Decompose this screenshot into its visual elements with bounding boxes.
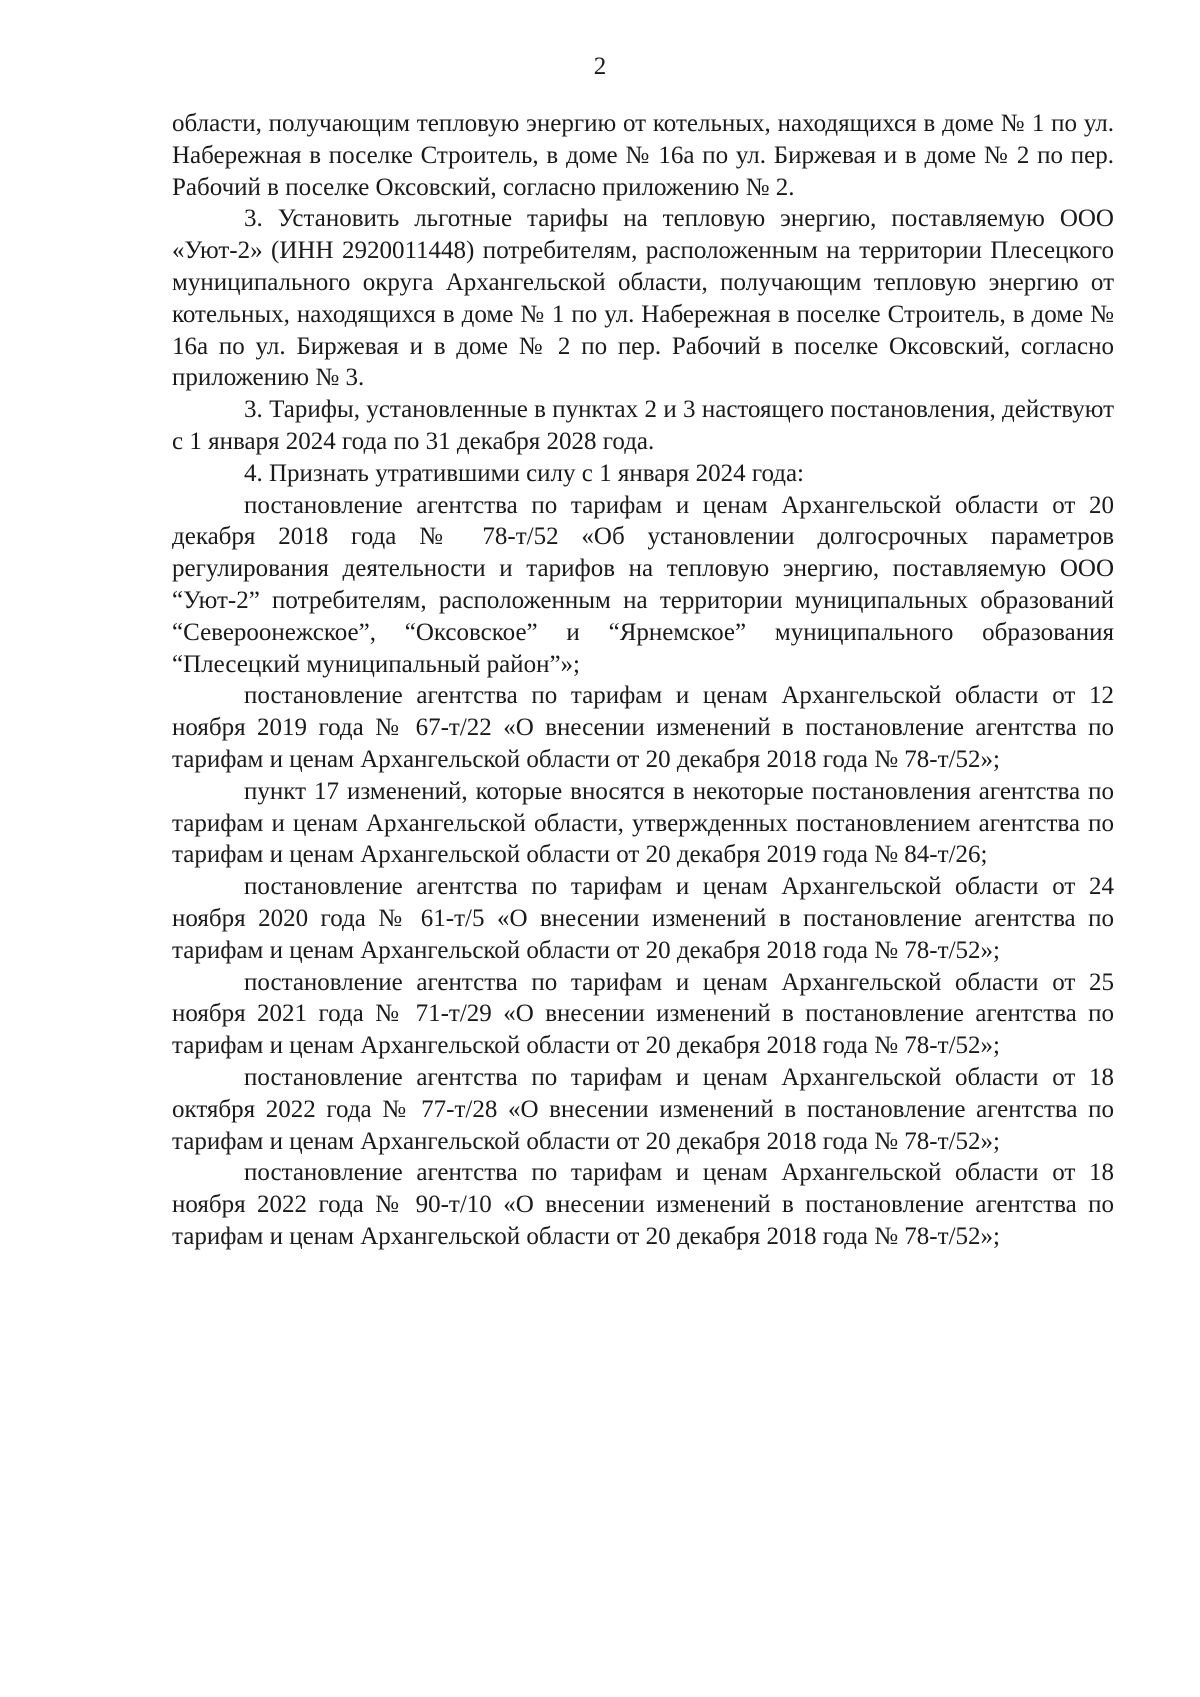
document-body — [172, 108, 1114, 1253]
paragraph-item-3-tariff-period: 3. Тарифы, установленные в пунктах 2 и 3 настоящего постановления, действуют с 1 января 2024 года по 31 декабря 2028 года. — [172, 396, 1114, 455]
page-number: 2 — [593, 53, 607, 80]
repealed-act-2021-71: постановление агентства по тарифам и ценам Архангельской области от 25 ноября 2021 года № 71-т/29 «О внесении изменений в постановление агентства по тарифам и ценам Архангельской области от 20 декабря 2018 года № 78-т/52»; — [172, 968, 1114, 1060]
repealed-act-2020-61: постановление агентства по тарифам и ценам Архангельской области от 24 ноября 2020 года № 61-т/5 «О внесении изменений в постановление агентства по тарифам и ценам Архангельской области от 20 декабря 2018 года № 78-т/52»; — [172, 873, 1114, 964]
repealed-act-2022-77: постановление агентства по тарифам и ценам Архангельской области от 18 октября 2022 года № 77-т/28 «О внесении изменений в постановление агентства по тарифам и ценам Архангельской области от 20 декабря 2018 года № 78-т/52»; — [172, 1063, 1114, 1155]
repealed-act-2019-84-item-17: пункт 17 изменений, которые вносятся в некоторые постановления агентства по тарифам и ценам Архангельской области, утвержденных постановлением агентства по тарифам и ценам Архангельской области от 20 декабря 2019 года № 84-т/26; — [172, 777, 1114, 869]
paragraph-continuation: области, получающим тепловую энергию от котельных, находящихся в доме № 1 по ул. Набережная в поселке Строитель, в доме № 16а по ул. Биржевая и в доме № 2 по пер. Рабочий в поселке Оксовский, согласно приложению № 2. — [172, 110, 1114, 201]
paragraph-item-4-repeal: 4. Признать утратившими силу с 1 января 2024 года: — [244, 459, 804, 487]
repealed-act-2019-67: постановление агентства по тарифам и ценам Архангельской области от 12 ноября 2019 года № 67-т/22 «О внесении изменений в постановление агентства по тарифам и ценам Архангельской области от 20 декабря 2018 года № 78-т/52»; — [172, 682, 1114, 773]
paragraph-item-3-preferential-tariffs: 3. Установить льготные тарифы на тепловую энергию, поставляемую ООО «Уют-2» (ИНН 2920011448) потребителям, расположенным на территории Плесецкого муниципального округа Архангельской области, получающим тепловую энергию от котельных, находящихся в доме № 1 по ул. Набережная в поселке Строитель, в доме № 16а по ул. Биржевая и в доме № 2 по пер. Рабочий в поселке Оксовский, согласно приложению № 3. — [172, 205, 1114, 392]
repealed-act-2022-90: постановление агентства по тарифам и ценам Архангельской области от 18 ноября 2022 года № 90-т/10 «О внесении изменений в постановление агентства по тарифам и ценам Архангельской области от 20 декабря 2018 года № 78-т/52»; — [172, 1159, 1114, 1250]
repealed-act-2018-78: постановление агентства по тарифам и ценам Архангельской области от 20 декабря 2018 года № 78-т/52 «Об установлении долгосрочных параметров регулирования деятельности и тарифов на тепловую энергию, поставляемую ООО “Уют-2” потребителям, расположенным на территории муниципальных образований “Североонежское”, “Оксовское” и “Ярнемское” муниципального образования “Плесецкий муниципальный район”»; — [172, 491, 1114, 678]
